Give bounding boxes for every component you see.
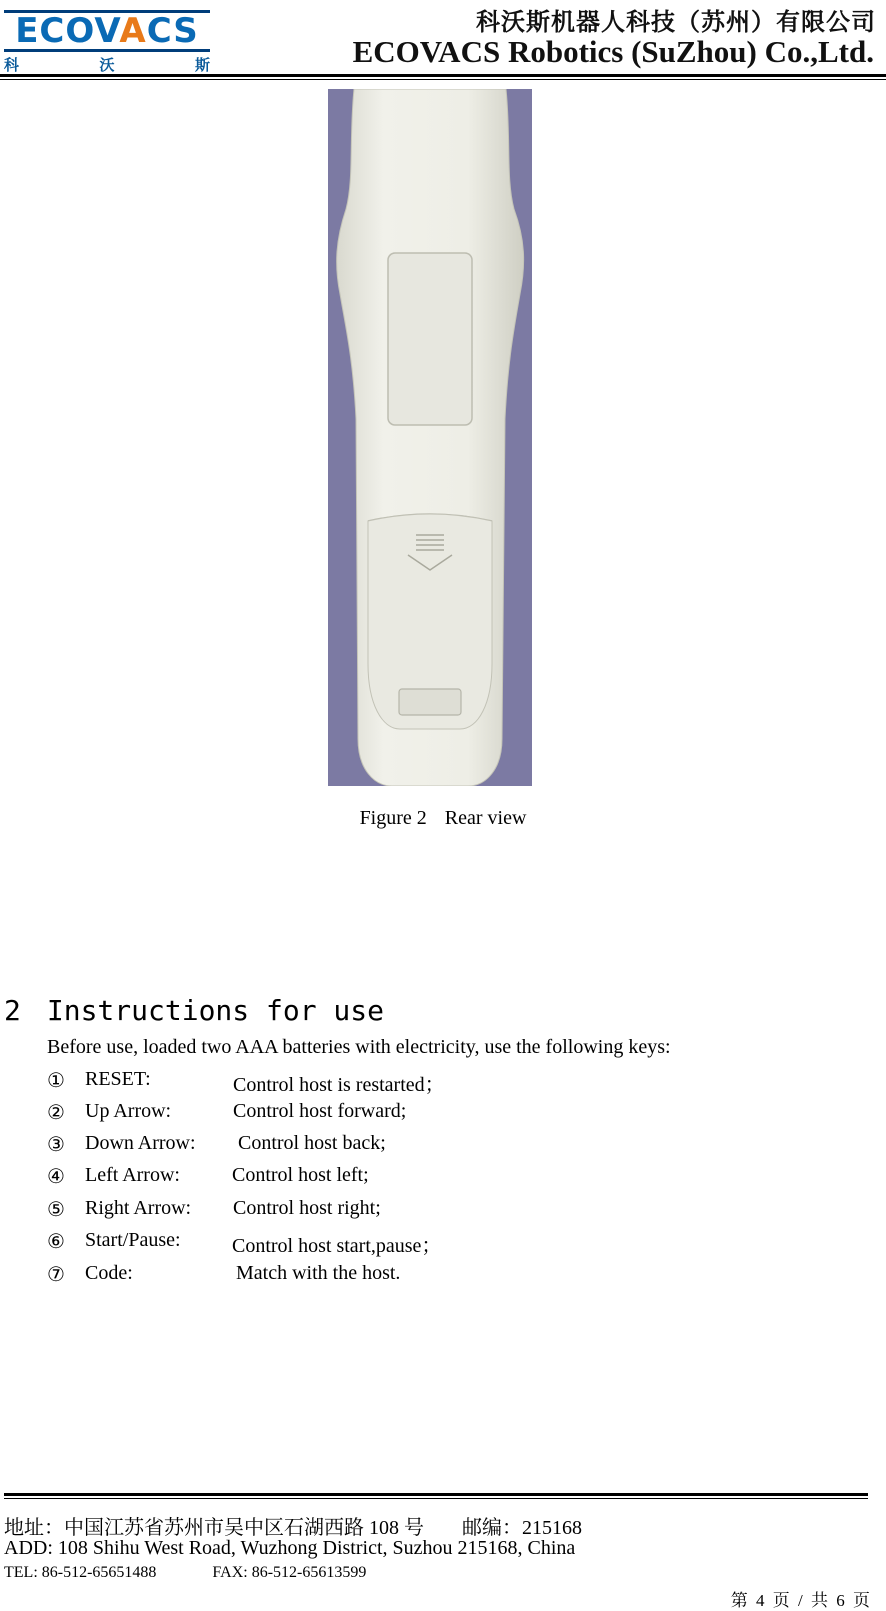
figure-caption (0, 807, 886, 830)
logo-subtitle (4, 56, 210, 74)
remote-control-illustration (328, 89, 532, 786)
company-logo (4, 6, 210, 72)
company-name-english: ECOVACS Robotics (SuZhou) Co.,Ltd. (352, 34, 874, 69)
footer-tel: TEL: 86-512-65651488 (4, 1564, 157, 1581)
figure-label: Figure 2 (359, 807, 427, 829)
item-marker: ③ (47, 1134, 65, 1156)
logo-text: ECOVACS (15, 11, 199, 51)
item-marker: ④ (47, 1166, 65, 1188)
logo-sub-char: 沃 (99, 56, 115, 74)
footer-rule-thin (4, 1498, 868, 1499)
key-name: Down Arrow: (85, 1132, 196, 1154)
latch-slot (399, 689, 461, 715)
footer-address-en: ADD: 108 Shihu West Road, Wuzhong District, Suzhou 215168, China (4, 1537, 576, 1559)
footer-address-cn-line (4, 1511, 582, 1540)
page-number: 第 4 页 / 共 6 页 (730, 1591, 870, 1610)
key-description: Control host start,pause； (232, 1235, 442, 1257)
key-description: Control host left; (232, 1164, 369, 1186)
header-rule (0, 74, 886, 77)
item-marker: ① (47, 1070, 65, 1092)
item-marker: ⑤ (47, 1199, 65, 1221)
header-rule-thin (0, 79, 886, 80)
footer-postcode: 邮编：215168 (462, 1517, 582, 1539)
logo-wordmark (4, 10, 210, 52)
section-intro: Before use, loaded two AAA batteries with electricity, use the following keys: (47, 1036, 671, 1058)
figure-title: Rear view (444, 807, 527, 829)
key-name: RESET: (85, 1068, 151, 1090)
footer-rule (4, 1493, 868, 1496)
label-recess (388, 253, 472, 425)
key-description: Control host right; (233, 1197, 381, 1219)
key-description: Control host forward; (233, 1100, 407, 1122)
key-name: Right Arrow: (85, 1197, 192, 1219)
key-name: Start/Pause: (85, 1229, 181, 1251)
footer-contact-line (4, 1564, 366, 1582)
item-marker: ② (47, 1102, 65, 1124)
section-title: Instructions for use (46, 994, 385, 1027)
key-description: Match with the host. (236, 1262, 401, 1284)
logo-sub-char: 斯 (194, 56, 210, 74)
key-name: Code: (85, 1262, 133, 1284)
item-marker: ⑦ (47, 1264, 65, 1286)
key-description: Control host back; (238, 1132, 386, 1154)
section-heading (4, 994, 384, 1027)
footer-address-cn: 地址：中国江苏省苏州市吴中区石湖西路 108 号 (4, 1517, 424, 1539)
company-name-chinese: 科沃斯机器人科技（苏州）有限公司 (476, 8, 876, 36)
remote-rear-photo (328, 89, 532, 786)
logo-sub-char: 科 (4, 56, 20, 74)
key-name: Up Arrow: (85, 1100, 172, 1122)
key-name: Left Arrow: (85, 1164, 180, 1186)
item-marker: ⑥ (47, 1231, 65, 1253)
section-number: 2 (4, 994, 21, 1027)
footer-fax: FAX: 86-512-65613599 (212, 1564, 367, 1581)
key-description: Control host is restarted； (233, 1074, 445, 1096)
